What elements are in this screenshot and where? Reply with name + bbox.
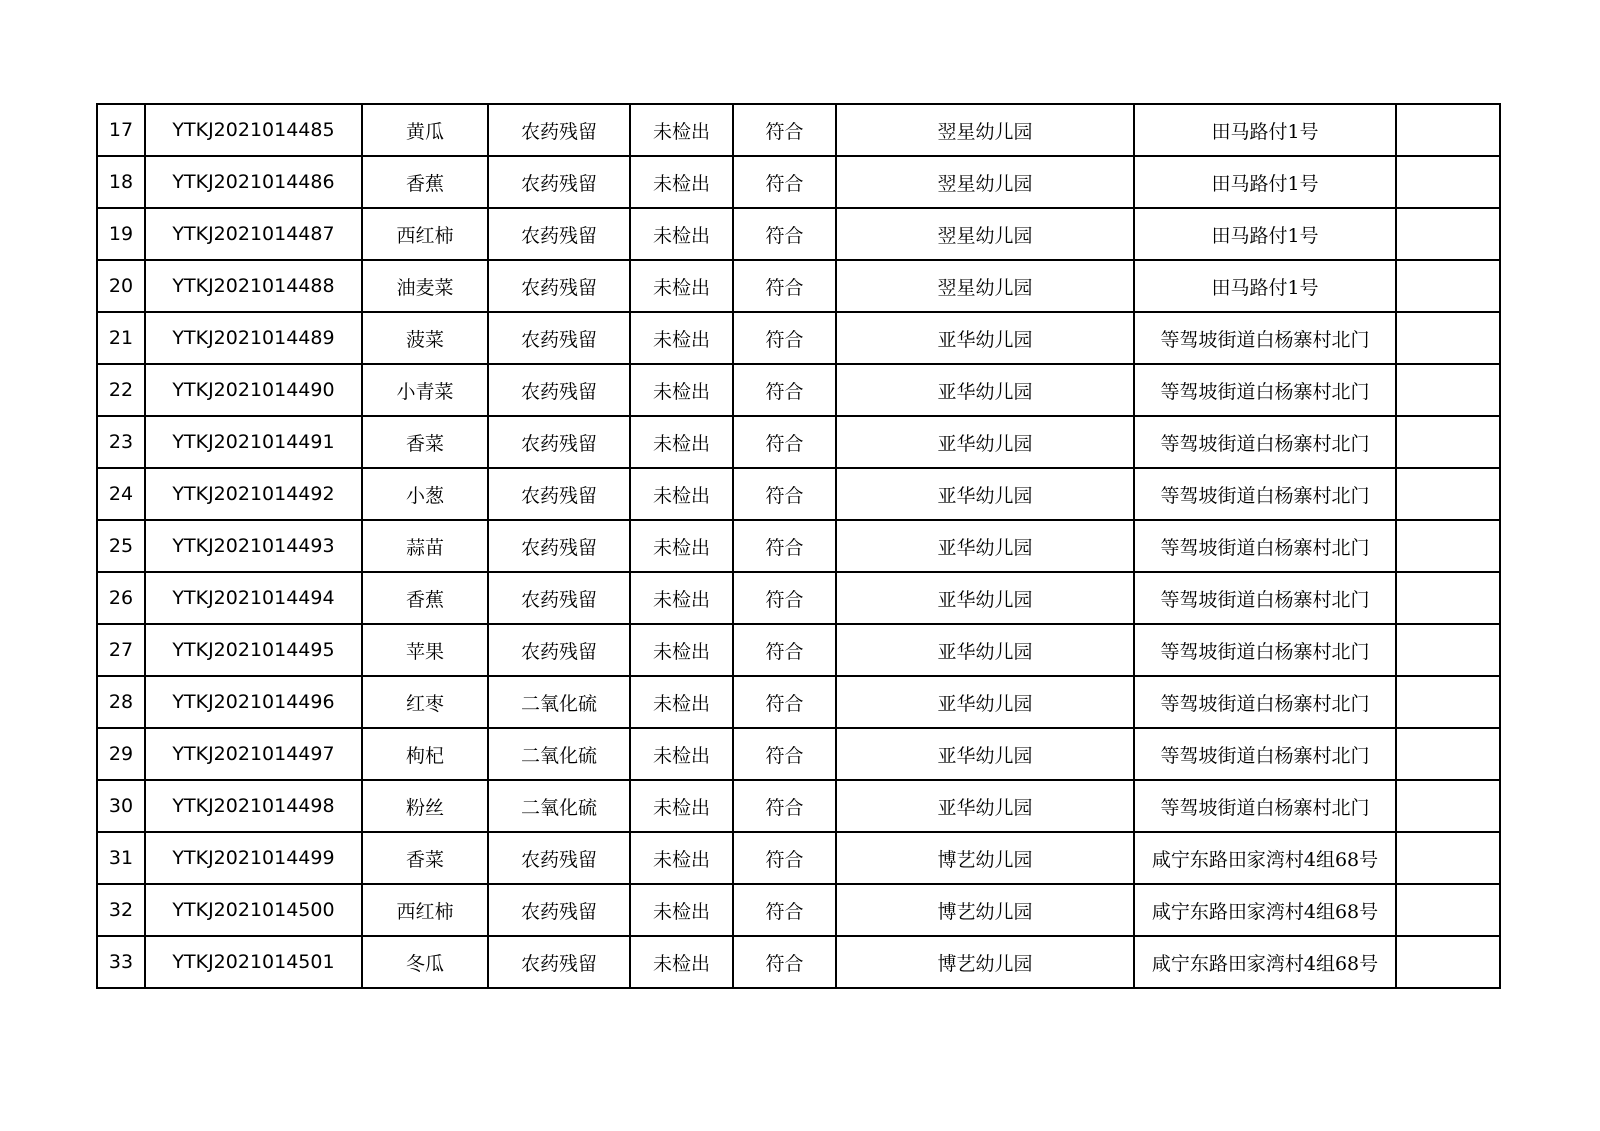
row-number-cell: 27: [97, 624, 145, 676]
address-cell: 田马路付1号: [1134, 104, 1396, 156]
test-result-cell: 未检出: [630, 780, 733, 832]
test-result-cell: 未检出: [630, 572, 733, 624]
verdict-cell: 符合: [733, 468, 836, 520]
address-cell: 田马路付1号: [1134, 156, 1396, 208]
sampled-unit-cell: 博艺幼儿园: [836, 936, 1134, 988]
verdict-cell: 符合: [733, 832, 836, 884]
test-item-cell: 农药残留: [488, 364, 630, 416]
sample-code-cell: YTKJ2021014500: [145, 884, 362, 936]
remarks-cell: [1396, 780, 1500, 832]
sampled-unit-cell: 亚华幼儿园: [836, 728, 1134, 780]
sampled-unit-cell: 博艺幼儿园: [836, 832, 1134, 884]
sample-name-cell: 红枣: [362, 676, 488, 728]
row-number-cell: 32: [97, 884, 145, 936]
table-row: [97, 624, 1500, 676]
row-number-cell: 20: [97, 260, 145, 312]
remarks-cell: [1396, 884, 1500, 936]
table-row: [97, 312, 1500, 364]
remarks-cell: [1396, 832, 1500, 884]
sampled-unit-cell: 亚华幼儿园: [836, 416, 1134, 468]
sample-name-cell: 蒜苗: [362, 520, 488, 572]
sampled-unit-cell: 翌星幼儿园: [836, 104, 1134, 156]
test-item-cell: 二氧化硫: [488, 780, 630, 832]
table-row: [97, 104, 1500, 156]
sample-code-cell: YTKJ2021014486: [145, 156, 362, 208]
table-row: [97, 936, 1500, 988]
sampled-unit-cell: 亚华幼儿园: [836, 520, 1134, 572]
table-row: [97, 676, 1500, 728]
sample-name-cell: 香蕉: [362, 156, 488, 208]
address-cell: 田马路付1号: [1134, 208, 1396, 260]
sample-name-cell: 西红柿: [362, 884, 488, 936]
verdict-cell: 符合: [733, 364, 836, 416]
sample-code-cell: YTKJ2021014498: [145, 780, 362, 832]
remarks-cell: [1396, 364, 1500, 416]
test-item-cell: 二氧化硫: [488, 728, 630, 780]
row-number-cell: 28: [97, 676, 145, 728]
remarks-cell: [1396, 676, 1500, 728]
test-result-cell: 未检出: [630, 104, 733, 156]
table-body: [97, 104, 1500, 988]
test-item-cell: 农药残留: [488, 208, 630, 260]
table-row: [97, 780, 1500, 832]
sampled-unit-cell: 翌星幼儿园: [836, 208, 1134, 260]
test-result-cell: 未检出: [630, 520, 733, 572]
remarks-cell: [1396, 520, 1500, 572]
sample-name-cell: 香菜: [362, 832, 488, 884]
test-result-cell: 未检出: [630, 884, 733, 936]
sample-name-cell: 菠菜: [362, 312, 488, 364]
sampled-unit-cell: 翌星幼儿园: [836, 260, 1134, 312]
sample-code-cell: YTKJ2021014488: [145, 260, 362, 312]
address-cell: 等驾坡街道白杨寨村北门: [1134, 624, 1396, 676]
row-number-cell: 29: [97, 728, 145, 780]
sample-name-cell: 油麦菜: [362, 260, 488, 312]
sampled-unit-cell: 翌星幼儿园: [836, 156, 1134, 208]
sample-code-cell: YTKJ2021014494: [145, 572, 362, 624]
address-cell: 等驾坡街道白杨寨村北门: [1134, 728, 1396, 780]
sampled-unit-cell: 亚华幼儿园: [836, 364, 1134, 416]
address-cell: 等驾坡街道白杨寨村北门: [1134, 364, 1396, 416]
test-result-cell: 未检出: [630, 364, 733, 416]
remarks-cell: [1396, 156, 1500, 208]
sample-code-cell: YTKJ2021014497: [145, 728, 362, 780]
row-number-cell: 22: [97, 364, 145, 416]
remarks-cell: [1396, 624, 1500, 676]
remarks-cell: [1396, 260, 1500, 312]
sample-code-cell: YTKJ2021014485: [145, 104, 362, 156]
test-result-cell: 未检出: [630, 416, 733, 468]
test-item-cell: 农药残留: [488, 312, 630, 364]
test-item-cell: 农药残留: [488, 104, 630, 156]
table-row: [97, 416, 1500, 468]
address-cell: 等驾坡街道白杨寨村北门: [1134, 520, 1396, 572]
test-item-cell: 农药残留: [488, 520, 630, 572]
remarks-cell: [1396, 936, 1500, 988]
address-cell: 等驾坡街道白杨寨村北门: [1134, 572, 1396, 624]
test-result-cell: 未检出: [630, 832, 733, 884]
table-row: [97, 260, 1500, 312]
test-result-cell: 未检出: [630, 156, 733, 208]
sampled-unit-cell: 亚华幼儿园: [836, 676, 1134, 728]
test-result-cell: 未检出: [630, 728, 733, 780]
verdict-cell: 符合: [733, 208, 836, 260]
sample-name-cell: 西红柿: [362, 208, 488, 260]
verdict-cell: 符合: [733, 104, 836, 156]
row-number-cell: 33: [97, 936, 145, 988]
test-item-cell: 农药残留: [488, 572, 630, 624]
table-row: [97, 572, 1500, 624]
verdict-cell: 符合: [733, 520, 836, 572]
table-row: [97, 728, 1500, 780]
remarks-cell: [1396, 208, 1500, 260]
sample-code-cell: YTKJ2021014487: [145, 208, 362, 260]
verdict-cell: 符合: [733, 156, 836, 208]
remarks-cell: [1396, 572, 1500, 624]
test-item-cell: 农药残留: [488, 884, 630, 936]
sample-name-cell: 香蕉: [362, 572, 488, 624]
sample-name-cell: 小葱: [362, 468, 488, 520]
test-item-cell: 农药残留: [488, 936, 630, 988]
test-result-cell: 未检出: [630, 208, 733, 260]
address-cell: 等驾坡街道白杨寨村北门: [1134, 416, 1396, 468]
verdict-cell: 符合: [733, 312, 836, 364]
sampled-unit-cell: 亚华幼儿园: [836, 572, 1134, 624]
test-item-cell: 农药残留: [488, 260, 630, 312]
test-item-cell: 农药残留: [488, 832, 630, 884]
test-result-cell: 未检出: [630, 936, 733, 988]
address-cell: 咸宁东路田家湾村4组68号: [1134, 832, 1396, 884]
verdict-cell: 符合: [733, 780, 836, 832]
verdict-cell: 符合: [733, 572, 836, 624]
address-cell: 等驾坡街道白杨寨村北门: [1134, 780, 1396, 832]
sample-name-cell: 枸杞: [362, 728, 488, 780]
row-number-cell: 25: [97, 520, 145, 572]
verdict-cell: 符合: [733, 936, 836, 988]
sample-name-cell: 香菜: [362, 416, 488, 468]
test-item-cell: 农药残留: [488, 624, 630, 676]
row-number-cell: 30: [97, 780, 145, 832]
test-item-cell: 二氧化硫: [488, 676, 630, 728]
row-number-cell: 23: [97, 416, 145, 468]
row-number-cell: 17: [97, 104, 145, 156]
sampled-unit-cell: 亚华幼儿园: [836, 468, 1134, 520]
verdict-cell: 符合: [733, 884, 836, 936]
row-number-cell: 26: [97, 572, 145, 624]
verdict-cell: 符合: [733, 624, 836, 676]
table-row: [97, 832, 1500, 884]
test-result-cell: 未检出: [630, 676, 733, 728]
sample-name-cell: 冬瓜: [362, 936, 488, 988]
verdict-cell: 符合: [733, 676, 836, 728]
verdict-cell: 符合: [733, 416, 836, 468]
address-cell: 田马路付1号: [1134, 260, 1396, 312]
sample-code-cell: YTKJ2021014501: [145, 936, 362, 988]
row-number-cell: 21: [97, 312, 145, 364]
sample-name-cell: 粉丝: [362, 780, 488, 832]
sample-code-cell: YTKJ2021014491: [145, 416, 362, 468]
address-cell: 咸宁东路田家湾村4组68号: [1134, 936, 1396, 988]
address-cell: 等驾坡街道白杨寨村北门: [1134, 468, 1396, 520]
sample-name-cell: 黄瓜: [362, 104, 488, 156]
row-number-cell: 18: [97, 156, 145, 208]
table-row: [97, 468, 1500, 520]
address-cell: 等驾坡街道白杨寨村北门: [1134, 312, 1396, 364]
verdict-cell: 符合: [733, 728, 836, 780]
table-row: [97, 208, 1500, 260]
sample-code-cell: YTKJ2021014495: [145, 624, 362, 676]
test-item-cell: 农药残留: [488, 416, 630, 468]
remarks-cell: [1396, 312, 1500, 364]
sample-code-cell: YTKJ2021014493: [145, 520, 362, 572]
test-result-cell: 未检出: [630, 312, 733, 364]
test-result-cell: 未检出: [630, 260, 733, 312]
sample-code-cell: YTKJ2021014492: [145, 468, 362, 520]
sample-code-cell: YTKJ2021014496: [145, 676, 362, 728]
remarks-cell: [1396, 104, 1500, 156]
table-row: [97, 364, 1500, 416]
sample-code-cell: YTKJ2021014490: [145, 364, 362, 416]
row-number-cell: 31: [97, 832, 145, 884]
row-number-cell: 24: [97, 468, 145, 520]
table-row: [97, 884, 1500, 936]
test-item-cell: 农药残留: [488, 156, 630, 208]
remarks-cell: [1396, 468, 1500, 520]
remarks-cell: [1396, 728, 1500, 780]
sampled-unit-cell: 亚华幼儿园: [836, 312, 1134, 364]
address-cell: 咸宁东路田家湾村4组68号: [1134, 884, 1396, 936]
test-item-cell: 农药残留: [488, 468, 630, 520]
sampled-unit-cell: 博艺幼儿园: [836, 884, 1134, 936]
test-result-cell: 未检出: [630, 624, 733, 676]
sample-code-cell: YTKJ2021014489: [145, 312, 362, 364]
remarks-cell: [1396, 416, 1500, 468]
sample-name-cell: 苹果: [362, 624, 488, 676]
verdict-cell: 符合: [733, 260, 836, 312]
results-table: [96, 103, 1501, 989]
sample-code-cell: YTKJ2021014499: [145, 832, 362, 884]
sampled-unit-cell: 亚华幼儿园: [836, 624, 1134, 676]
table-row: [97, 156, 1500, 208]
address-cell: 等驾坡街道白杨寨村北门: [1134, 676, 1396, 728]
sampled-unit-cell: 亚华幼儿园: [836, 780, 1134, 832]
test-result-cell: 未检出: [630, 468, 733, 520]
sample-name-cell: 小青菜: [362, 364, 488, 416]
table-row: [97, 520, 1500, 572]
row-number-cell: 19: [97, 208, 145, 260]
